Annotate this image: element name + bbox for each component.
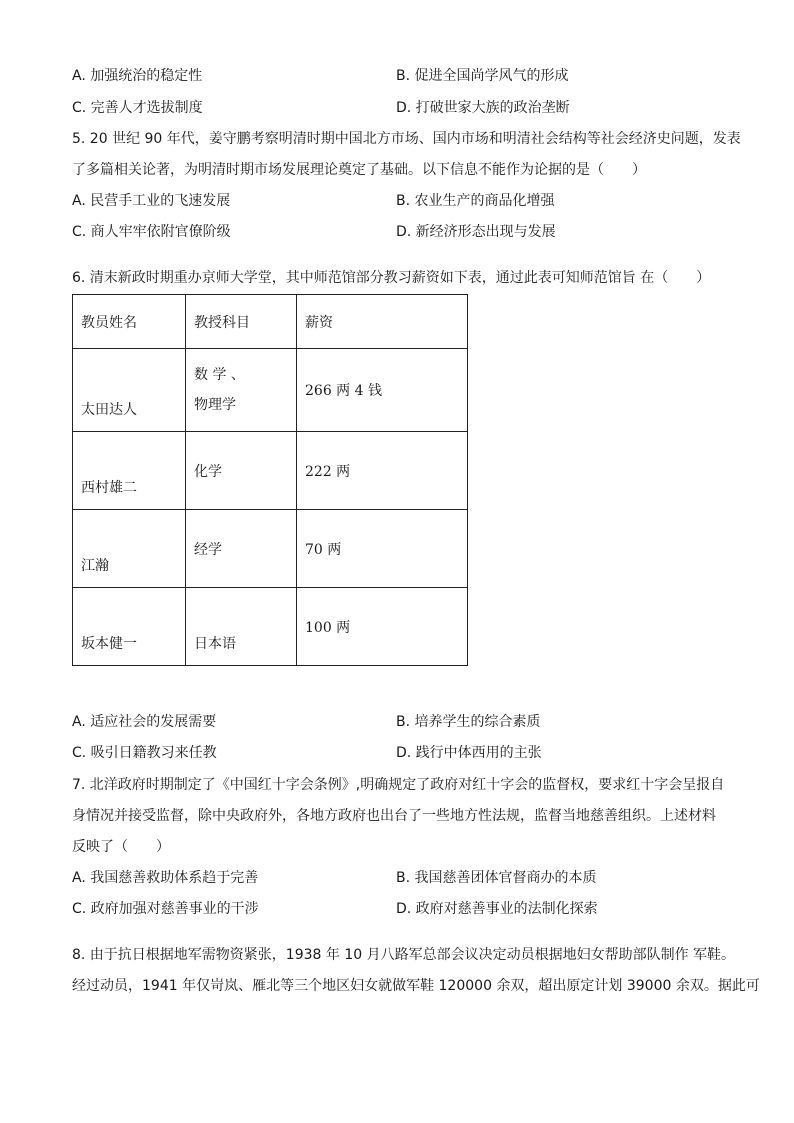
q6-option-a: A. 适应社会的发展需要: [72, 714, 217, 730]
q7-option-a: A. 我国慈善救助体系趋于完善: [72, 870, 259, 886]
q7-option-c: C. 政府加强对慈善事业的干涉: [72, 901, 259, 917]
q7-stem-line1: 7. 北洋政府时期制定了《中国红十字会条例》,明确规定了政府对红十字会的监督权，要求红十字会呈报自: [72, 777, 725, 793]
q7-stem-line2: 身情况并接受监督，除中央政府外，各地方政府也出台了一些地方性法规，监督当地慈善组织。上述材料: [72, 808, 716, 824]
q4-option-d: D. 打破世家大族的政治垄断: [396, 100, 570, 116]
teacher-name-cell: 江瀚: [73, 510, 186, 588]
salary-cell: 266 两 4 钱: [297, 349, 468, 432]
table-row: [73, 588, 468, 666]
q4-option-b: B. 促进全国尚学风气的形成: [396, 68, 569, 84]
table-header-cell: 教授科目: [186, 295, 297, 349]
q8-stem-line2: 经过动员，1941 年仅岢岚、雁北等三个地区妇女就做军鞋 120000 余双，超出原定计划 39000 余双。据此可: [72, 978, 760, 994]
q4-option-a: A. 加强统治的稳定性: [72, 68, 203, 84]
q8-stem-line1: 8. 由于抗日根据地军需物资紧张，1938 年 10 月八路军总部会议决定动员根据地妇女帮助部队制作 军鞋。: [72, 947, 736, 963]
subject-line: 数 学 、: [194, 367, 245, 383]
table-row: [73, 510, 468, 588]
q5-option-d: D. 新经济形态出现与发展: [396, 224, 556, 240]
table-header-row: [73, 295, 468, 349]
subject-cell: 日本语: [186, 588, 297, 666]
q7-option-b: B. 我国慈善团体官督商办的本质: [396, 870, 597, 886]
q7-option-d: D. 政府对慈善事业的法制化探索: [396, 901, 598, 917]
teacher-name-cell: 西村雄二: [73, 432, 186, 510]
salary-table: [72, 294, 468, 666]
subject-line: 物理学: [194, 397, 236, 413]
q5-option-c: C. 商人牢牢依附官僚阶级: [72, 224, 231, 240]
q7-stem-line3: 反映了（ ）: [72, 839, 170, 855]
salary-cell: 100 两: [297, 588, 468, 666]
table-row: [73, 432, 468, 510]
salary-cell: 70 两: [297, 510, 468, 588]
q4-option-c: C. 完善人才选拔制度: [72, 100, 203, 116]
table-row: [73, 349, 468, 432]
q5-option-a: A. 民营手工业的飞速发展: [72, 193, 231, 209]
teacher-name-cell: 太田达人: [73, 349, 186, 432]
q5-option-b: B. 农业生产的商品化增强: [396, 193, 555, 209]
q5-stem-line2: 了多篇相关论著，为明清时期市场发展理论奠定了基础。以下信息不能作为论据的是（ ）: [72, 162, 646, 178]
teacher-name-cell: 坂本健一: [73, 588, 186, 666]
table-header-cell: 教员姓名: [73, 295, 186, 349]
subject-cell: 经学: [186, 510, 297, 588]
q5-stem-line1: 5. 20 世纪 90 年代，姜守鹏考察明清时期中国北方市场、国内市场和明清社会结构等社会经济史问题，发表: [72, 131, 741, 147]
q6-option-b: B. 培养学生的综合素质: [396, 714, 541, 730]
subject-cell: 化学: [186, 432, 297, 510]
q6-stem: 6. 清末新政时期重办京师大学堂，其中师范馆部分教习薪资如下表，通过此表可知师范馆旨 在（ ）: [72, 270, 711, 286]
salary-cell: 222 两: [297, 432, 468, 510]
subject-cell: [186, 349, 297, 432]
q6-option-c: C. 吸引日籍教习来任教: [72, 745, 217, 761]
table-header-cell: 薪资: [297, 295, 468, 349]
q6-option-d: D. 践行中体西用的主张: [396, 745, 542, 761]
